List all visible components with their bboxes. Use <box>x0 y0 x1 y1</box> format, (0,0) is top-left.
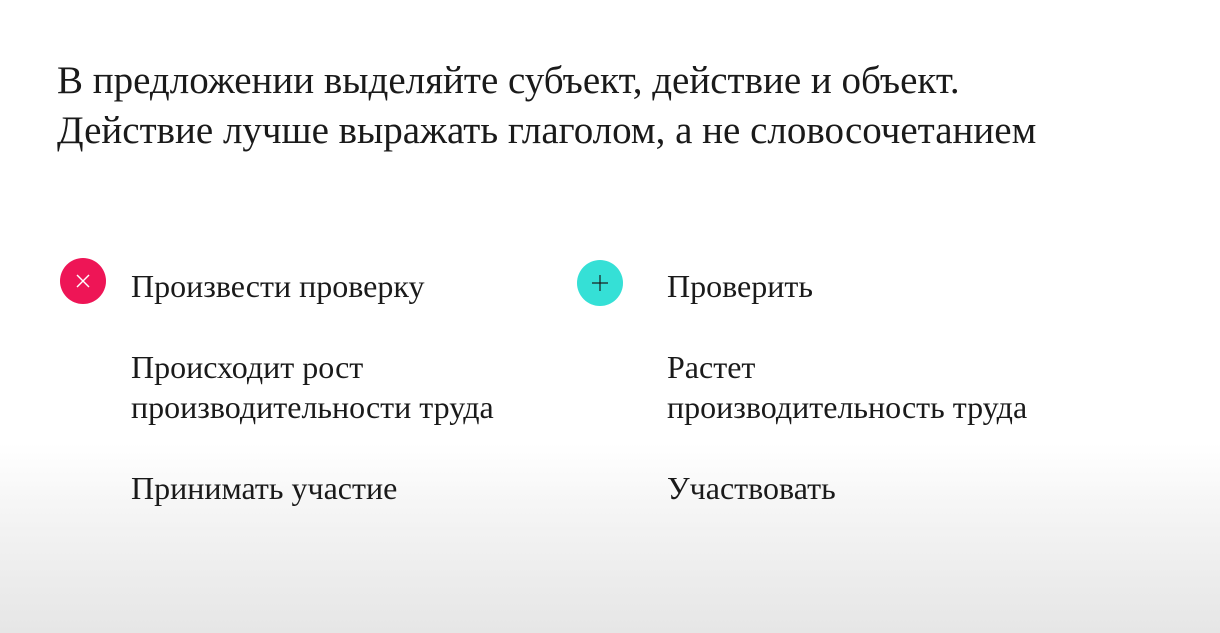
slide-heading <box>57 56 1036 156</box>
heading-line-1: В предложении выделяйте субъект, действие и объект. <box>57 59 960 102</box>
correct-example-text: производительность труда <box>667 389 1028 425</box>
correct-example-text: Проверить <box>667 268 813 304</box>
incorrect-example-text: Принимать участие <box>131 470 398 506</box>
heading-line-2: Действие лучше выражать глаголом, а не словосочетанием <box>57 109 1037 152</box>
incorrect-example-text: Произвести проверку <box>131 268 425 304</box>
plus-icon <box>577 260 623 306</box>
cross-icon <box>60 258 106 304</box>
correct-example <box>667 468 836 508</box>
incorrect-example <box>131 468 397 508</box>
incorrect-example <box>131 347 494 427</box>
correct-example-text: Участвовать <box>667 470 836 506</box>
incorrect-example-text: производительности труда <box>131 389 494 425</box>
correct-example-text: Растет <box>667 349 756 385</box>
correct-example <box>667 347 1027 427</box>
correct-example <box>667 266 813 306</box>
incorrect-example <box>131 266 424 306</box>
incorrect-example-text: Происходит рост <box>131 349 364 385</box>
